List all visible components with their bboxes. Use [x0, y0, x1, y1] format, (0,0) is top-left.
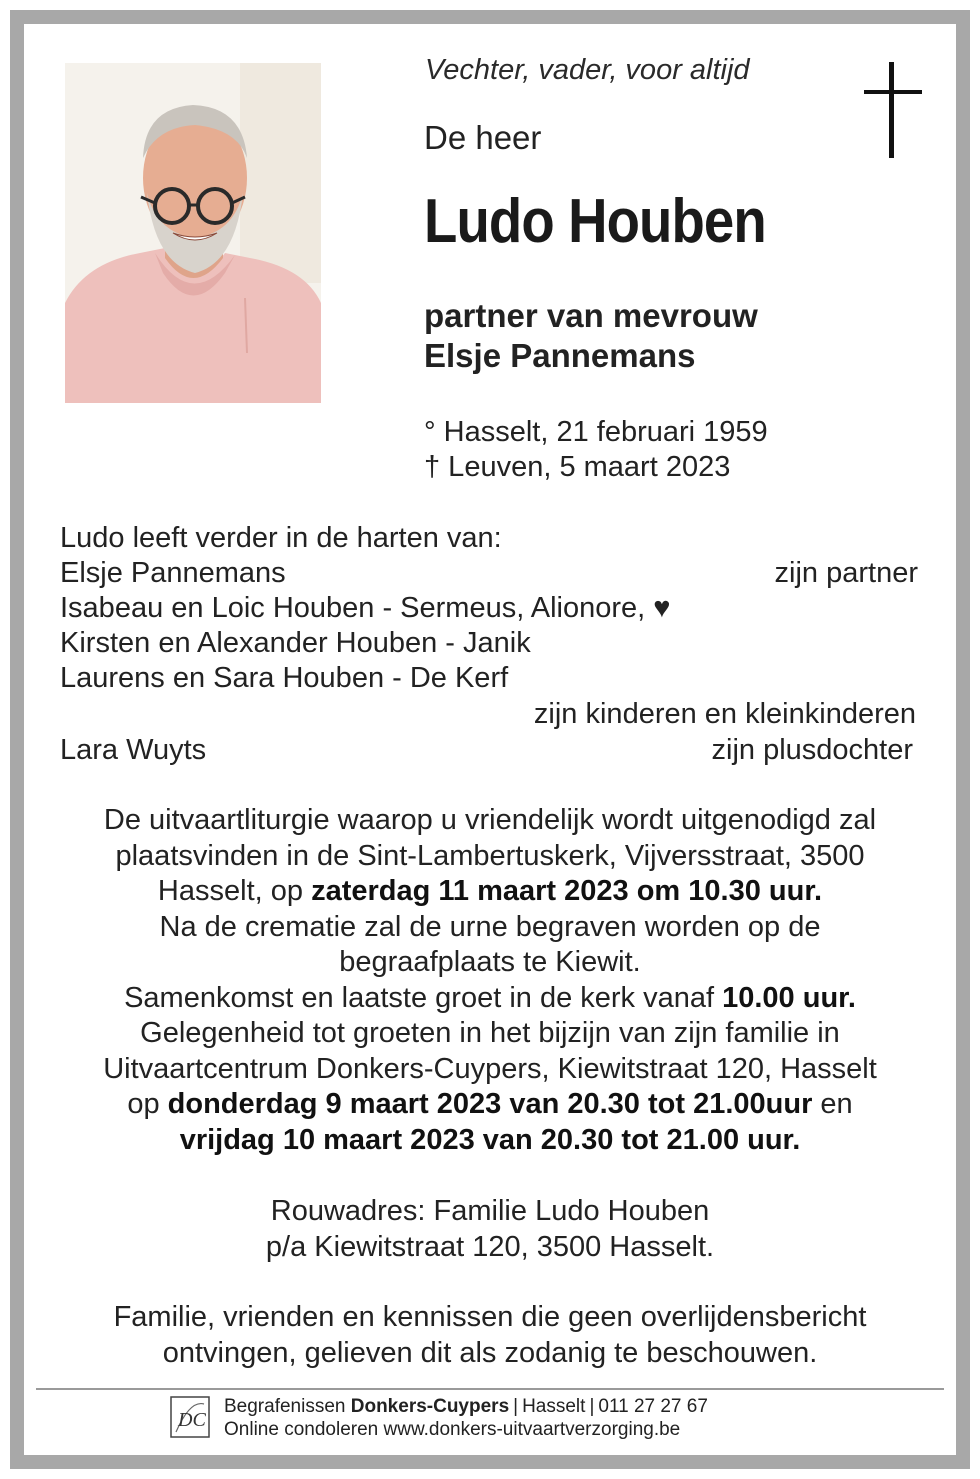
ceremony-line [40, 1087, 940, 1123]
ceremony-line: begraafplaats te Kiewit. [339, 946, 641, 978]
ceremony-details [40, 803, 940, 1158]
footer-line-1 [224, 1395, 708, 1418]
address-line-1: Rouwadres: Familie Ludo Houben [270, 1195, 710, 1227]
family-member-stepdaughter: Lara Wuyts [60, 734, 207, 766]
ceremony-text: en [812, 1088, 853, 1120]
mourning-address [40, 1194, 940, 1265]
family-member-partner: Elsje Pannemans [60, 557, 286, 589]
deceased-name: Ludo Houben [424, 187, 766, 256]
visitation-time-2: vrijdag 10 maart 2023 van 20.30 tot 21.00 uur. [179, 1123, 801, 1156]
address-line-2: p/a Kiewitstraat 120, 3500 Hasselt. [265, 1230, 715, 1263]
gathering-time: 10.00 uur. [722, 981, 856, 1014]
family-intro: Ludo leeft verder in de harten van: [60, 522, 502, 554]
motto: Vechter, vader, voor altijd [425, 54, 750, 86]
visitation-time-1: donderdag 9 maart 2023 van 20.30 tot 21.00uur [167, 1088, 813, 1120]
family-role-partner: zijn partner [774, 557, 918, 589]
funeral-home-logo [170, 1396, 210, 1438]
notice-line-1: Familie, vrienden en kennissen die geen overlijdensbericht [113, 1301, 867, 1333]
death-date: † Leuven, 5 maart 2023 [424, 451, 731, 483]
ceremony-line: Na de crematie zal de urne begraven worden op de [159, 910, 821, 943]
footer-company: Donkers-Cuypers [350, 1396, 510, 1417]
ceremony-datetime: zaterdag 11 maart 2023 om 10.30 uur. [311, 875, 823, 907]
footer-separator: | [513, 1396, 519, 1417]
ceremony-line [40, 1123, 940, 1159]
family-role-children: zijn kinderen en kleinkinderen [533, 698, 916, 730]
partner-line-2: Elsje Pannemans [424, 337, 696, 374]
ceremony-line [40, 874, 940, 910]
ceremony-line: Gelegenheid tot groeten in het bijzijn van zijn familie in [140, 1017, 840, 1049]
ceremony-text: op [127, 1088, 168, 1120]
footer-line-2[interactable]: Online condoleren www.donkers-uitvaartverzorging.be [224, 1419, 681, 1440]
footer-info [224, 1395, 708, 1441]
family-member-child-3: Laurens en Sara Houben - De Kerf [60, 662, 509, 694]
logo-letters: DC [178, 1409, 206, 1431]
footer-divider [36, 1388, 944, 1390]
partner-info [424, 296, 758, 376]
footer-city: Hasselt [522, 1396, 586, 1417]
footer-separator: | [589, 1396, 595, 1417]
ceremony-line: plaatsvinden in de Sint-Lambertuskerk, Vijversstraat, 3500 [115, 839, 865, 872]
portrait-photo [65, 63, 321, 403]
portrait-illustration [65, 63, 321, 403]
closing-notice [40, 1300, 940, 1371]
partner-line-1: partner van mevrouw [424, 297, 758, 334]
family-member-child-2: Kirsten en Alexander Houben - Janik [60, 627, 531, 659]
life-dates [424, 415, 768, 485]
ceremony-line: De uitvaartliturgie waarop u vriendelijk wordt uitgenodigd zal [103, 804, 877, 836]
notice-line-2: ontvingen, gelieven dit als zodanig te beschouwen. [162, 1336, 818, 1369]
footer-phone: 011 27 27 67 [598, 1396, 708, 1417]
ceremony-line: Uitvaartcentrum Donkers-Cuypers, Kiewitstraat 120, Hasselt [103, 1052, 877, 1085]
salutation: De heer [424, 119, 542, 156]
family-role-stepdaughter: zijn plusdochter [711, 734, 913, 766]
footer-prefix: Begrafenissen [224, 1396, 351, 1417]
cross-icon [864, 62, 922, 158]
ceremony-text: Samenkomst en laatste groet in de kerk vanaf [124, 981, 723, 1014]
birth-date: ° Hasselt, 21 februari 1959 [424, 416, 768, 448]
family-member-child-1: Isabeau en Loic Houben - Sermeus, Alionore, ♥ [60, 592, 671, 624]
ceremony-text: Hasselt, op [157, 875, 312, 907]
ceremony-line [40, 981, 940, 1017]
